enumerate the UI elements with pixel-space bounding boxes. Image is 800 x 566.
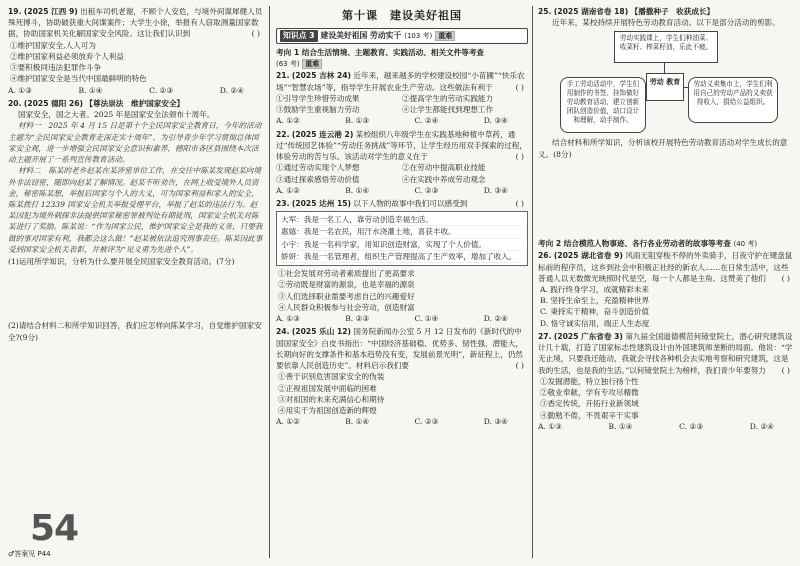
option-a: A. 践行终身学习，成就精彩未来 [540,285,650,294]
choice-row [276,313,528,324]
question-stem: 某校组织八年级学生在实践基地种植中草药，通过“传统园艺体验”“劳动任务挑战”等环节，让学生经历用双手探索的过程，体验劳动的苦与乐。该活动对学生的意义在于 [276,129,527,162]
direction-title: 结合生活情境、主题教育、实践活动、相关文件等考查 [301,47,485,57]
choice-d: D. ②④ [749,421,774,431]
diagram-box-left: 手工劳动活动中，学生们用制作的书签、挂饰做好劳动教育活动，建立创新团队创造价值，动口设计和理解，动手制作。 [560,77,646,133]
question-number: 21. [276,71,290,81]
column-right [538,6,794,434]
direction-count: (40 考) [733,239,758,248]
question-source: (2025 湖北省卷 9) [553,251,623,261]
diagram-box-right: 劳动义卖集市上，学生们利用自己的劳动产品的义卖获得收入，捐给公益组织。 [688,77,778,123]
difficulty-badge: 重难 [302,59,322,69]
option-grid [276,93,528,115]
option-4: ④勤勉不倦，不畏艰辛干实事 [540,410,639,420]
choice-b: B. ①③ [345,116,370,126]
choice-row [276,115,528,126]
choice-c: C. ②③ [679,421,704,431]
answer-paren: ( ) [781,365,790,375]
choice-d: D. ②④ [219,85,244,95]
option-4: ④在实践中养成劳动观念 [402,174,486,184]
direction-1-header [276,47,528,70]
option-4: ④让学生都能找到理想工作 [402,105,494,115]
question-20 [8,98,264,343]
direction-title: 结合模范人物事迹、各行各业劳动者的故事等考查 [563,238,731,248]
direction-count: (63 考) [276,60,300,69]
question-number: 24. [276,327,290,337]
question-number: 23. [276,199,290,208]
choice-b: B. ②③ [345,314,370,324]
question-stem: 风雨无阻穿梭不停的外卖骑手，日夜守护在键盘鼠标前的程序员，这乡到社会中积极正社经的新农人……在日常生活中，这些普通人以无数微光映照时代星空，每一个人都是主角。这赞美了他们 [538,251,793,283]
question-number: 25. [538,7,552,16]
dialog-box [276,211,528,266]
option-4: ④维护国家安全是当代中国最鲜明的特色 [10,74,147,84]
question-19 [8,6,264,96]
choice-c: C. ①④ [414,314,439,324]
answer-reference: ♂答案见 P44 [8,550,51,558]
question-number: 22. [276,129,290,139]
option-b: B. 坚持生命至上，充盈精神世界 [540,296,650,306]
option-3: ③香定传统，开拓行业新领域 [540,399,639,409]
option-1: ①维护国家安全,人人可为 [10,40,96,50]
option-2: ②正视祖国发展中面临的困难 [278,383,377,393]
dialog-line: 小宇：我是一名科学家，用知识创造财富，实现了个人价值。 [281,239,523,251]
question-stem: 出租车司机老谢，不顾个人安危，与境外间谍犀健人员殊死搏斗，协助破获重大间谍案件；大学生小徐，举报有人窃取测量国家数据，协助国家机关化解国家安全风险。这让我们认识到 [8,7,263,39]
question-source: (2025 湖南省卷 18) [553,7,629,16]
choice-a: A. ①③ [538,421,562,431]
choice-a: A. ①② [276,417,300,427]
question-source: (2025 德阳 26) [23,98,83,108]
option-3: ③对祖国的未来充满信心和期待 [278,394,385,404]
question-source: (2025 江西 9) [23,7,78,16]
knowledge-point-count: (103 考) [404,31,433,40]
answer-paren: ( ) [515,152,524,162]
question-stem: 国务院新闻办公室 5 月 12 日发布的《新时代的中国国家安全》白皮书指出：“中国经济基础稳、优势多、韧性强、潜能大，长期向好的支撑条件和基本趋势没有变，发展前景光明”，新征程上，仍然要依靠人民创造历史”。材料启示我们要 [276,327,523,371]
question-number: 20. [8,98,22,108]
option-4: ④人民群众积极参与社会劳动，创造财富 [278,302,415,312]
knowledge-point-header [276,28,528,44]
lesson-title: 第十课 建设美好祖国 [342,9,462,22]
question-stem: 以下人物的故事中我们可以感受到 [353,199,468,208]
column-middle [276,6,528,429]
answer-paren: ( ) [781,273,790,283]
choice-d: D. ③④ [483,116,508,126]
question-21 [276,70,528,126]
choice-b: B. ①④ [78,85,103,95]
question-tag: 【尊法崇法 维护国家安全】 [85,98,185,108]
answer-paren: ( ) [515,199,524,208]
question-stem: 近年来，越来越多的学校建设校园“小苗圃”“快乐农场”“智慧农场”等，指导学生开展农业生产劳动。这些做法有利于 [276,71,525,92]
answer-space [538,162,794,236]
option-1: ①引导学生珍惜劳动成果 [276,93,360,103]
knowledge-point-label: 知识点 3 [280,30,318,42]
option-2: ②维护国家利益必须放弃个人利益 [10,51,124,61]
answer-paren: ( ) [251,29,260,39]
option-2: ②在劳动中提高职业技能 [402,163,486,173]
choice-d: D. ②④ [483,314,508,324]
choice-b: B. ①④ [608,421,633,431]
choice-b: B. ①④ [345,417,370,427]
option-3: ③要积极同违法犯罪作斗争 [10,63,102,73]
diagram-center: 劳动 教育 [646,73,684,101]
option-4: ④用实干为祖国创造新的辉煌 [278,405,377,415]
knowledge-point-title: 建设美好祖国 劳动实干 [320,31,402,41]
question-source: (2025 乐山 12) [291,327,351,337]
sub-question-2: (2)请结合材料二和所学知识回答，我们应怎样向陈某学习，自觉维护国家安全?(9分) [8,321,262,342]
intro-text: 国家安全，国之大者。2025 年是国家安全法颁布十周年。 [18,110,215,120]
question-stem: 近年来，某校持续开展特色劳动教育活动。以下是部分活动的剪影。 [552,18,780,28]
question-source: (2025 吉林 24) [291,71,351,81]
choice-a: A. ①② [276,116,300,126]
material-2: 材料二 陈某的老乡赵某在某涉密单位工作，在交往中陈某发现赵某向境外非法窃密，随即向赵某了解情况。赵某不听劝告，在网上收受境外人员资金，秘密陈某想，举报后国家与个人的大义，可为国家利益和家人的安全，陈某拨打 12339 国家安全机关举报受理平台，举报了赵某的违法行为。赵某因犯为境外刺探非法提供国家秘密罪被判处有期徒刑，国家安全机关对陈某进行了奖励。陈某说：“作为国家公民，维护国家安全是我的义务，只要我做的事对国家有利，我都会这么做！”赵某被依法追究刑事责任。陈某因此事受到国家安全机关表彰，并被评为“见义勇为先进个人”。 [8,166,263,254]
question-27 [538,331,794,432]
choice-row [8,85,264,96]
question-26 [538,250,794,329]
dialog-line: 娇妍：我是一名管理者，组织生产管理提高了生产效率，增加了收入。 [281,251,523,263]
direction-label: 考向 2 [538,238,562,248]
option-1: ①通过劳动实现个人梦想 [276,163,360,173]
option-c: C. 秉持实干精神，奋斗创造价值 [540,307,650,317]
question-23 [276,198,528,324]
choice-c: C. ②④ [414,116,439,126]
option-2: ②敬业奉献，学有专攻尽精微 [540,388,639,398]
option-2: ②劳动既是财富的源泉，也是幸福的源泉 [278,280,415,290]
choice-c: C. ②③ [414,185,439,195]
question-number: 27. [538,331,552,341]
page-number: 54 [30,508,79,549]
option-d: D. 恪守诚实信用，端正人生态度 [540,318,650,328]
question-number: 26. [538,251,552,261]
choice-b: B. ①④ [345,185,370,195]
sub-question: 结合材料和所学知识，分析该校开展特色劳动教育活动对学生成长的意义。(8分) [538,138,788,159]
option-3: ③人们选择职业需要考虑自己的兴趣爱好 [278,291,415,301]
choice-c: C. ②③ [414,417,439,427]
choice-row [276,416,528,427]
column-divider-left [269,6,270,558]
question-source: (2025 连云港 2) [291,129,354,139]
difficulty-badge: 重难 [435,31,455,41]
option-3: ③通过探索感悟劳动价值 [276,174,360,184]
direction-label: 考向 1 [276,47,300,57]
material-1: 材料一 2025 年 4 月 15 日是第十个全民国家安全教育日，今年的活动主题为“全民国家安全教育走深走实十周年”。为引导青少年学习贯彻总体国家安全观，进一步增强全民国家安全意识和素养，德阳市各区县围绕本次活动主题开展了一系列宣传教育活动。 [8,121,262,165]
answer-paren: ( ) [515,82,524,92]
question-source: (2025 达州 15) [291,199,351,208]
question-source: (2025 广东省卷 3) [553,331,623,341]
answer-space [8,267,264,319]
option-3: ③鼓励学生重视脑力劳动 [276,105,360,115]
diagram-box-top: 劳动实践课上，学生们种油菜、收菜籽、榨菜籽油，乐此不疲。 [614,31,718,63]
direction-2-header [538,238,794,249]
sub-question-1: (1)运用所学知识，分析为什么要开展全民国家安全教育活动。(7分) [8,257,235,267]
question-22 [276,129,528,196]
question-tag: 【播撒种子 收获成长】 [630,7,715,16]
option-1: ①善于识别危害国家安全的伪装 [278,372,385,382]
option-1: ①社会发展对劳动者素质提出了更高要求 [278,269,415,279]
question-24 [276,326,528,427]
option-1: ①发掘潜能，特立独行扬个性 [540,376,639,386]
choice-d: D. ③④ [483,417,508,427]
choice-c: C. ②③ [149,85,174,95]
dialog-line: 惠嬉：我是一名农民，用汗水浇灌土地，喜获丰收。 [281,226,523,238]
column-divider-right [532,6,533,558]
activity-diagram [538,31,794,133]
choice-a: A. ①③ [276,314,300,324]
choice-row [538,421,794,432]
choice-row [276,185,528,196]
option-grid [276,162,528,184]
choice-a: A. ①③ [8,85,32,95]
dialog-line: 大军：我是一名工人，靠劳动创造幸福生活。 [281,214,523,226]
question-stem: 第九届全国道德模范何镜堂院士，潜心研究建筑设计几十载，打造了国家标志性建筑设计由外国建筑师垄断的局面。他说：“学无止境，只要我还能动，我就会寻找各种机会去实地考察和研究建筑，这是我的生活，也是我的生活。”以何镜堂院士为榜样，我们青少年要努力 [538,331,793,375]
question-25 [538,6,794,160]
column-left [8,6,264,345]
choice-a: A. ①② [276,185,300,195]
option-2: ②提高学生的劳动实践能力 [402,93,494,103]
answer-paren: ( ) [515,361,524,371]
question-number: 19. [8,7,22,16]
choice-d: D. ③④ [483,185,508,195]
